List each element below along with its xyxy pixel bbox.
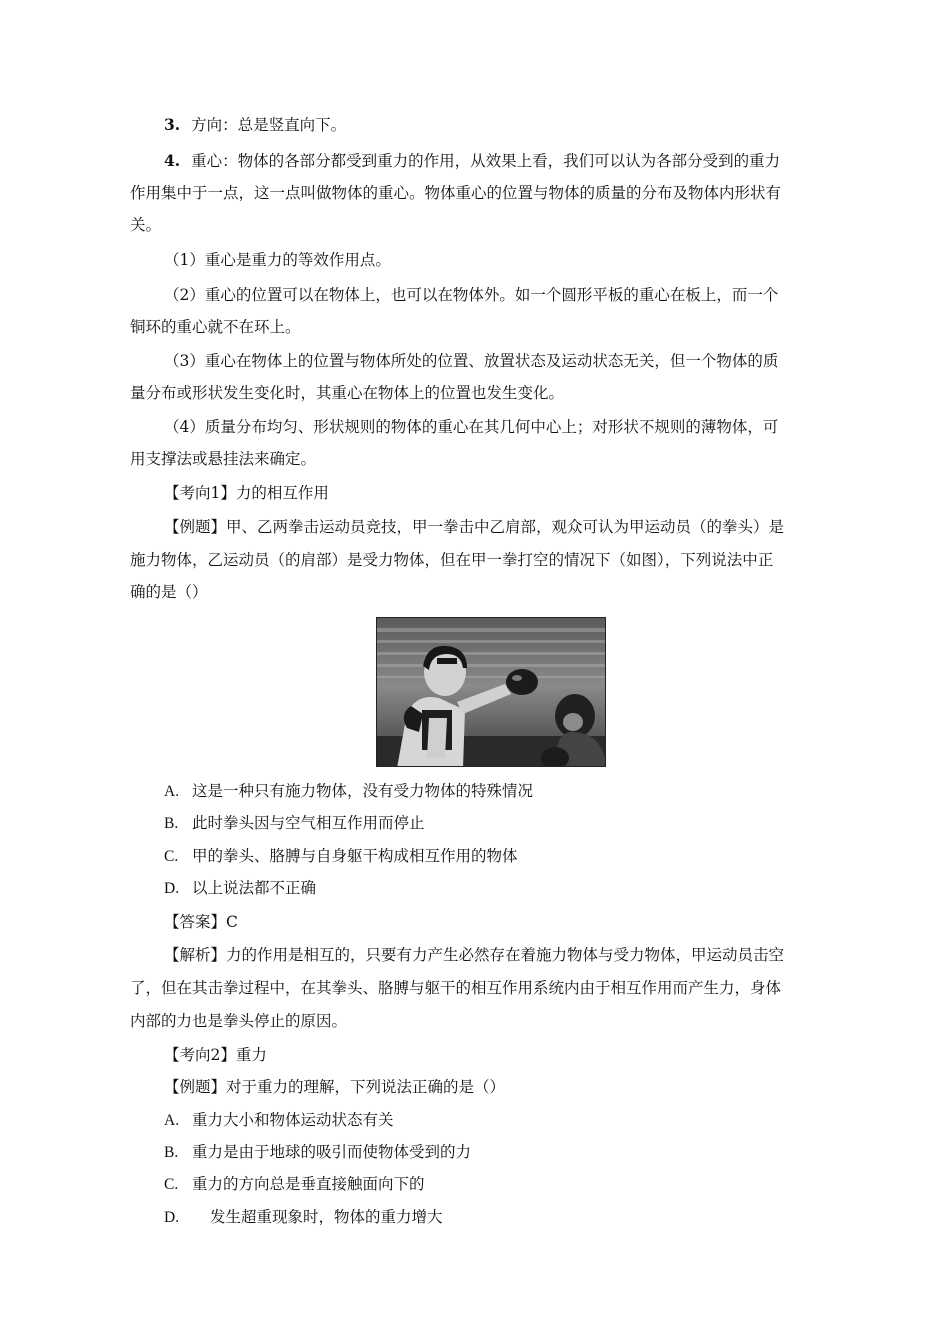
option-letter: C. [164,1176,179,1193]
question-1-line-2: 施力物体，乙运动员（的肩部）是受力物体，但在甲一拳打空的情况下（如图），下列说法中正 [130,551,774,569]
question-1-line-1: 【例题】甲、乙两拳击运动员竞技，甲一拳击中乙肩部，观众可认为甲运动员（的拳头）是 [164,518,785,536]
option-letter: D. [164,880,180,897]
option-text: 这是一种只有施力物体，没有受力物体的特殊情况 [192,782,534,800]
section-title-1: 【考向1】力的相互作用 [164,484,329,502]
point-1: （1）重心是重力的等效作用点。 [164,251,391,269]
question-2: 【例题】对于重力的理解，下列说法正确的是（） [164,1078,506,1096]
point-2-line-2: 铜环的重心就不在环上。 [130,318,301,336]
boxing-photo [376,617,606,767]
option-2a[interactable] [164,1109,394,1132]
option-letter: C. [164,848,179,865]
option-letter: D. [164,1209,180,1226]
option-2d[interactable] [164,1206,443,1229]
point-4-line-2: 用支撑法或悬挂法来确定。 [130,450,317,468]
option-text: 发生超重现象时，物体的重力增大 [210,1208,443,1226]
question-1-line-3: 确的是（） [130,583,208,601]
item-number: 4. [164,151,181,170]
item-3 [164,114,346,136]
analysis-1-line-1: 【解析】力的作用是相互的，只要有力产生必然存在着施力物体与受力物体，甲运动员击空 [164,946,785,964]
item-4-line-1 [164,150,780,172]
option-text: 重力的方向总是垂直接触面向下的 [192,1175,425,1193]
analysis-1-line-2: 了，但在其击拳过程中，在其拳头、胳膊与躯干的相互作用系统内由于相互作用而产生力，身体 [130,979,782,997]
answer-1: 【答案】C [164,913,238,931]
option-text: 以上说法都不正确 [192,879,317,897]
point-2-line-1: （2）重心的位置可以在物体上，也可以在物体外。如一个圆形平板的重心在板上，而一个 [164,286,779,304]
option-1a[interactable] [164,780,533,803]
point-4-line-1: （4）质量分布均匀、形状规则的物体的重心在其几何中心上；对形状不规则的薄物体，可 [164,418,779,436]
option-letter: A. [164,1112,180,1129]
option-1d[interactable] [164,877,316,900]
item-4-line-3: 关。 [130,216,162,234]
point-3-line-2: 量分布或形状发生变化时，其重心在物体上的位置也发生变化。 [130,384,565,402]
option-1b[interactable] [164,812,425,835]
option-letter: B. [164,1144,179,1161]
option-letter: B. [164,815,179,832]
item-4-line-2: 作用集中于一点，这一点叫做物体的重心。物体重心的位置与物体的质量的分布及物体内形状有 [130,184,782,202]
option-text: 重力是由于地球的吸引而使物体受到的力 [192,1143,472,1161]
section-title-2: 【考向2】重力 [164,1046,267,1064]
boxing-photo-illustration [377,618,606,767]
option-letter: A. [164,783,180,800]
option-text: 甲的拳头、胳膊与自身躯干构成相互作用的物体 [192,847,518,865]
item-text: 方向：总是竖直向下。 [191,116,347,134]
item-text: 重心：物体的各部分都受到重力的作用，从效果上看，我们可以认为各部分受到的重力 [191,152,781,170]
item-number: 3. [164,115,181,134]
option-text: 此时拳头因与空气相互作用而停止 [192,814,425,832]
option-1c[interactable] [164,845,518,868]
option-2b[interactable] [164,1141,471,1164]
option-text: 重力大小和物体运动状态有关 [192,1111,394,1129]
point-3-line-1: （3）重心在物体上的位置与物体所处的位置、放置状态及运动状态无关，但一个物体的质 [164,352,779,370]
option-2c[interactable] [164,1173,425,1196]
analysis-1-line-3: 内部的力也是拳头停止的原因。 [130,1012,348,1030]
